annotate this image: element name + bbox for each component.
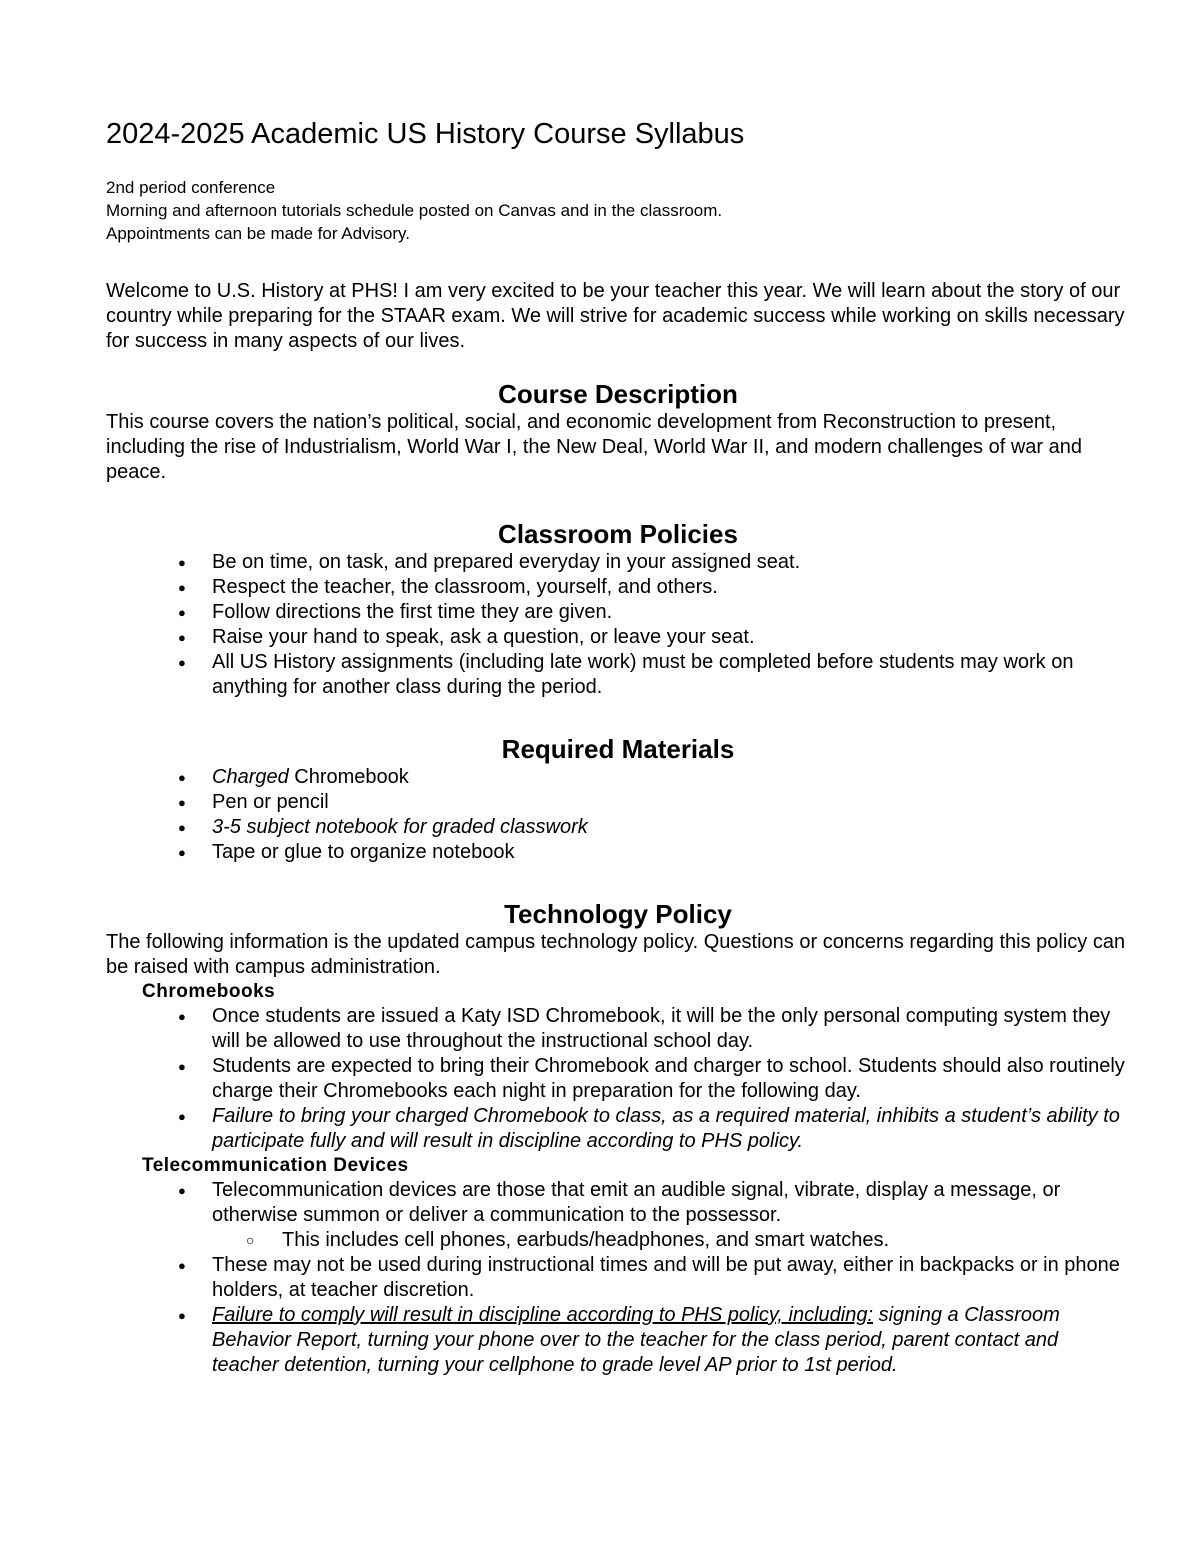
chromebooks-list xyxy=(106,1004,1130,1154)
material-emphasis: Charged xyxy=(212,766,289,788)
policy-item: ● Follow directions the first time they are given. xyxy=(212,600,1130,625)
info-line: Appointments can be made for Advisory. xyxy=(106,224,410,243)
info-block xyxy=(106,176,1130,245)
policy-item: ● Be on time, on task, and prepared everyday in your assigned seat. xyxy=(212,550,1130,575)
chromebooks-subheading: Chromebooks xyxy=(142,981,276,1002)
telecom-item: ● These may not be used during instructional times and will be put away, either in backpacks or in phone holders, at teacher discretion. xyxy=(212,1253,1130,1303)
technology-policy-heading: Technology Policy xyxy=(504,899,732,929)
chromebook-item: ● Students are expected to bring their Chromebook and charger to school. Students should also routinely charge their Chromebooks each night in preparation for the following day. xyxy=(212,1054,1130,1104)
technology-policy-intro: The following information is the updated campus technology policy. Questions or concerns regarding this policy can be raised with campus administration. xyxy=(106,931,1126,978)
chromebook-item: ● Once students are issued a Katy ISD Chromebook, it will be the only personal computing system they will be allowed to use throughout the instructional school day. xyxy=(212,1004,1130,1054)
info-line: Morning and afternoon tutorials schedule posted on Canvas and in the classroom. xyxy=(106,201,723,220)
telecom-subheading: Telecommunication Devices xyxy=(142,1155,409,1176)
material-text: Chromebook xyxy=(288,766,409,788)
telecom-subitem: ○ This includes cell phones, earbuds/headphones, and smart watches. xyxy=(282,1228,1130,1253)
material-item: ● 3-5 subject notebook for graded classwork xyxy=(212,815,1130,840)
course-description-heading: Course Description xyxy=(498,379,738,409)
telecom-underlined-text: Failure to comply will result in discipline according to PHS policy, including: xyxy=(212,1304,874,1326)
document-title: 2024-2025 Academic US History Course Syllabus xyxy=(106,118,745,150)
welcome-paragraph: Welcome to U.S. History at PHS! I am very excited to be your teacher this year. We will learn about the story of our country while preparing for the STAAR exam. We will strive for academic success while working on skills necessary for success in many aspects of our lives. xyxy=(106,280,1125,352)
required-materials-list xyxy=(106,765,1130,865)
info-line: 2nd period conference xyxy=(106,178,276,197)
telecom-item-text: signing a Classroom Behavior Report, turning your phone over to the teacher for the class period, parent contact and teacher detention, turning your cellphone to grade level AP prior to 1st period. xyxy=(212,1304,1060,1376)
required-materials-heading: Required Materials xyxy=(501,734,735,764)
policy-item: ● Raise your hand to speak, ask a question, or leave your seat. xyxy=(212,625,1130,650)
classroom-policies-list xyxy=(106,550,1130,700)
material-item xyxy=(212,765,1130,790)
chromebook-item: ● Failure to bring your charged Chromebook to class, as a required material, inhibits a student’s ability to participate fully and will result in discipline according to PHS policy. xyxy=(212,1104,1130,1154)
classroom-policies-heading: Classroom Policies xyxy=(498,519,738,549)
material-item: ● Tape or glue to organize notebook xyxy=(212,840,1130,865)
telecom-item xyxy=(212,1303,1130,1378)
telecom-list xyxy=(106,1178,1130,1378)
policy-item: ● All US History assignments (including late work) must be completed before students may work on anything for another class during the period. xyxy=(212,650,1130,700)
course-description-text: This course covers the nation’s political, social, and economic development from Reconstruction to present, including the rise of Industrialism, World War I, the New Deal, World War II, and modern challenges of war and peace. xyxy=(106,411,1082,483)
telecom-sublist xyxy=(212,1228,1130,1253)
material-item: ● Pen or pencil xyxy=(212,790,1130,815)
policy-item: ● Respect the teacher, the classroom, yourself, and others. xyxy=(212,575,1130,600)
telecom-item-text: Telecommunication devices are those that emit an audible signal, vibrate, display a message, or otherwise summon or deliver a communication to the possessor. xyxy=(212,1179,1061,1226)
telecom-item xyxy=(212,1178,1130,1253)
